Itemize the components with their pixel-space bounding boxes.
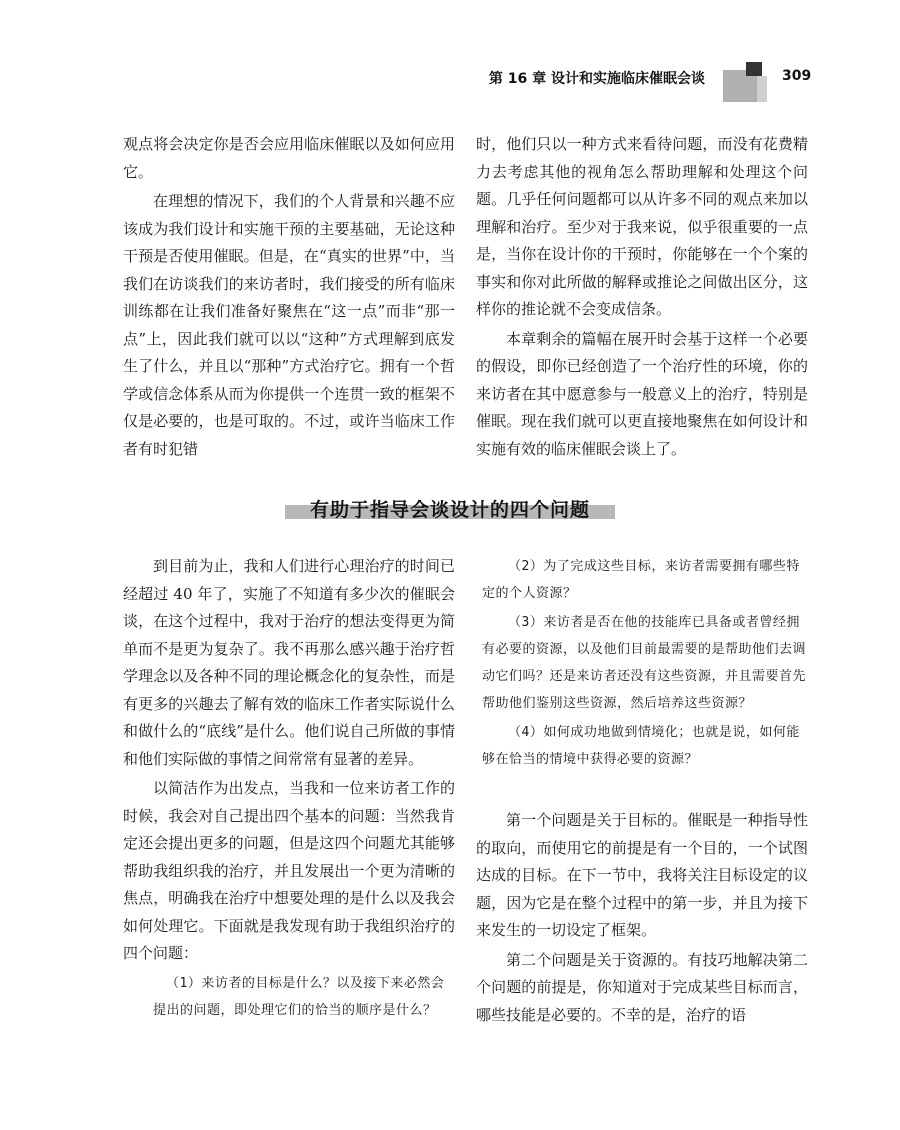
question-item-1: （1）来访者的目标是什么？以及接下来必然会提出的问题，即处理它们的恰当的顺序是什么？: [153, 975, 445, 1018]
chapter-title: 第 16 章 设计和实施临床催眠会谈: [488, 71, 705, 87]
paragraph: 第二个问题是关于资源的。有技巧地解决第二个问题的前提是，你知道对于完成某些目标而言，哪些技能是必要的。不幸的是，治疗的语: [476, 950, 808, 1024]
question-item-3: （3）来访者是否在他的技能库已具备或者曾经拥有必要的资源，以及他们目前最需要的是帮助他们去调动它们吗？还是来访者还没有这些资源，并且需要首先帮助他们鉴别这些资源，然后培养这些资源？: [482, 615, 807, 711]
paragraph: 在理想的情况下，我们的个人背景和兴趣不应该成为我们设计和实施干预的主要基础，无论这种干预是否使用催眠。但是，在“真实的世界”中，当我们在访谈我们的来访者时，我们接受的所有临床训练都在让我们准备好聚焦在“这一点”而非“那一点”上，因此我们就可以以“这种”方式理解到底发生了什么，并且以“那种”方式治疗它。拥有一个哲学或信念体系从而为你提供一个连贯一致的框架不仅是必要的，也是可取的。不过，或许当临床工作者有时犯错: [123, 192, 455, 458]
paragraph: 到目前为止，我和人们进行心理治疗的时间已经超过 40 年了，实施了不知道有多少次的催眠会谈，在这个过程中，我对于治疗的想法变得更为简单而不是更为复杂了。我不再那么感兴趣于治疗哲学理念以及各种不同的理论概念化的复杂性，而是有更多的兴趣去了解有效的临床工作者实际说什么和做什么的“底线”是什么。他们说自己所做的事情和他们实际做的事情之间常常有显著的差异。: [123, 557, 455, 768]
section-heading: [285, 495, 615, 521]
bottom-right-column: [476, 553, 808, 1029]
paragraph: 时，他们只以一种方式来看待问题，而没有花费精力去考虑其他的视角怎么帮助理解和处理这个问题。几乎任何问题都可以从许多不同的观点来加以理解和治疗。至少对于我来说，似乎很重要的一点是，当你在设计你的干预时，你能够在一个个案的事实和你对此所做的解释或推论之间做出区分，这样你的推论就不会变成信条。: [476, 135, 808, 318]
header-decoration-dark: [746, 62, 762, 76]
top-right-column: [476, 131, 808, 463]
question-item-2: （2）为了完成这些目标，来访者需要拥有哪些特定的个人资源？: [482, 559, 800, 601]
paragraph: 本章剩余的篇幅在展开时会基于这样一个必要的假设，即你已经创造了一个治疗性的环境，你的来访者在其中愿意参与一般意义上的治疗，特别是催眠。现在我们就可以更直接地聚焦在如何设计和实施有效的临床催眠会谈上了。: [476, 329, 808, 458]
header-decoration-light: [757, 76, 767, 102]
page-header: [0, 62, 900, 102]
paragraph: 第一个问题是关于目标的。催眠是一种指导性的取向，而使用它的前提是有一个目的，一个试图达成的目标。在下一节中，我将关注目标设定的议题，因为它是在整个过程中的第一步，并且为接下来发生的一切设定了框架。: [476, 811, 808, 939]
paragraph: 观点将会决定你是否会应用临床催眠以及如何应用它。: [123, 135, 455, 181]
question-item-4: （4）如何成功地做到情境化；也就是说，如何能够在恰当的情境中获得必要的资源？: [482, 725, 800, 767]
page-number: 309: [782, 68, 812, 84]
top-left-column: [123, 131, 455, 463]
paragraph: 以简洁作为出发点，当我和一位来访者工作的时候，我会对自己提出四个基本的问题：当然我肯定还会提出更多的问题，但是这四个问题尤其能够帮助我组织我的治疗，并且发展出一个更为清晰的焦点，明确我在治疗中想要处理的是什么以及我会如何处理它。下面就是我发现有助于我组织治疗的四个问题：: [123, 779, 455, 962]
bottom-left-column: [123, 553, 455, 1024]
section-heading-text: 有助于指导会谈设计的四个问题: [309, 499, 590, 521]
